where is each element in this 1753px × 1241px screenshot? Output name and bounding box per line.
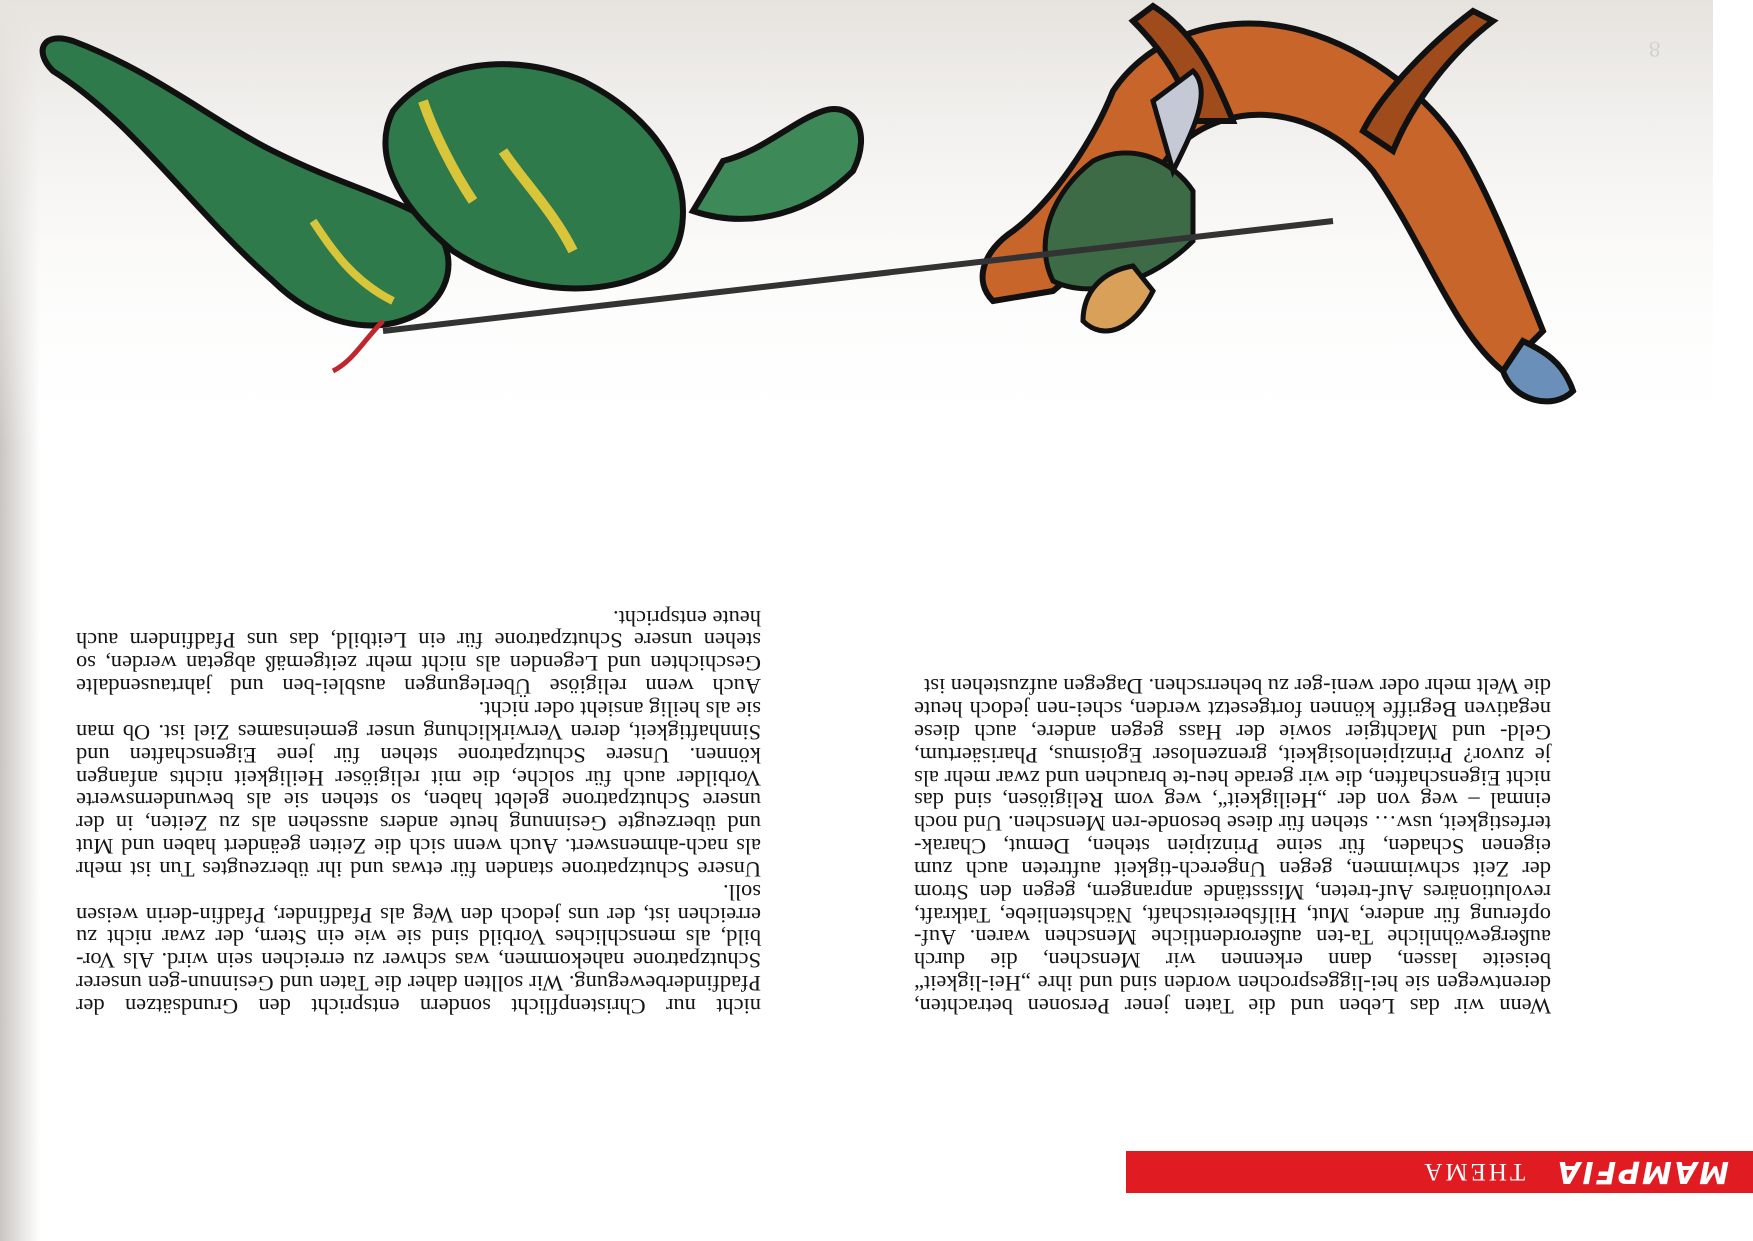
text-column-right bbox=[76, 606, 761, 1017]
st-george-dragon-illustration bbox=[0, 0, 1753, 451]
paragraph: nicht nur Christenpflicht sondern entspricht den Grundsätzen der Pfadfinderbewegung. Wir sollten daher die Taten und Gesinnun-gen unserer Schutzpatrone nahekommen, was schwer zu erreichen sein wird. Als Vor-bild, als menschliches Vorbild sind sie wie ein Stern, der zwar nicht zu erreichen ist, der uns jedoch den Weg als Pfadfinder, Pfadfin-derin weisen soll. bbox=[76, 879, 761, 1019]
paragraph: Wenn wir das Leben und die Taten jener Personen betrachten, derentwegen sie hei-liggesprochen worden sind und ihre „Hei-ligkeit“ beiseite lassen, dann erkennen wir Menschen, die durch außergewöhnliche Ta-ten außerordentliche Menschen waren. Auf-opferung für andere, Mut, Hilfsbereitschaft, Nächstenliebe, Tatkraft, revolutionäres Auf-treten, Missstände anprangern, gegen den Strom der Zeit schwimmen, gegen Ungerech-tigkeit auftreten auch zum eigenen Schaden, für seine Prinzipien stehen, Demut, Charak-terfestigkeit, usw… stehen für diese besonde-ren Menschen. Und noch einmal – weg von der „Heiligkeit“, weg vom Religiösen, sind das nicht Eigenschaften, die wir gerade heu-te brauchen und zwar mehr als je zuvor? Prinzipienlosigkeit, grenzenloser Egoismus, Pharisäertum, Geld- und Machtgier sowie der Hass gegen andere, auch diese negativen Begriffe können fortgesetzt werden, schei-nen jedoch heute die Welt mehr oder weni-ger zu beherrschen. Dagegen aufzustehen ist bbox=[914, 674, 1551, 1019]
paragraph: Unsere Schutzpatrone standen für etwas und ihr überzeugtes Tun ist mehr als nach-ahmenswert. Auch wenn sich die Zeiten geändert haben und Mut und überzeugte Gesinnung heute anders aussehen als zu Zeiten, in der unsere Schutzpatrone gelebt haben, so stehen sie als bewundernswerte Vorbilder auch für solche, die mit religiöser Heiligkeit nichts anfangen können. Unsere Schutzpatrone stehen für jene Eigenschaften und Sinnhaftigkeit, deren Verwirklichung unser gemeinsames Ziel ist. Ob man sie als heilig ansieht oder nicht. bbox=[76, 697, 761, 882]
header bbox=[1421, 1154, 1729, 1189]
section-label: THEMA bbox=[1421, 1158, 1526, 1186]
brand-logo: MAMPFIA bbox=[1555, 1154, 1729, 1189]
text-column-left bbox=[914, 674, 1551, 1017]
paragraph: Auch wenn religiöse Überlegungen ausblei-ben und jahrtausendalte Geschichten und Legenden als nicht mehr zeitgemäß abgetan werden, so stehen unsere Schutzpatrone für ein Leitbild, das uns Pfadfindern auch heute entspricht. bbox=[76, 605, 761, 700]
